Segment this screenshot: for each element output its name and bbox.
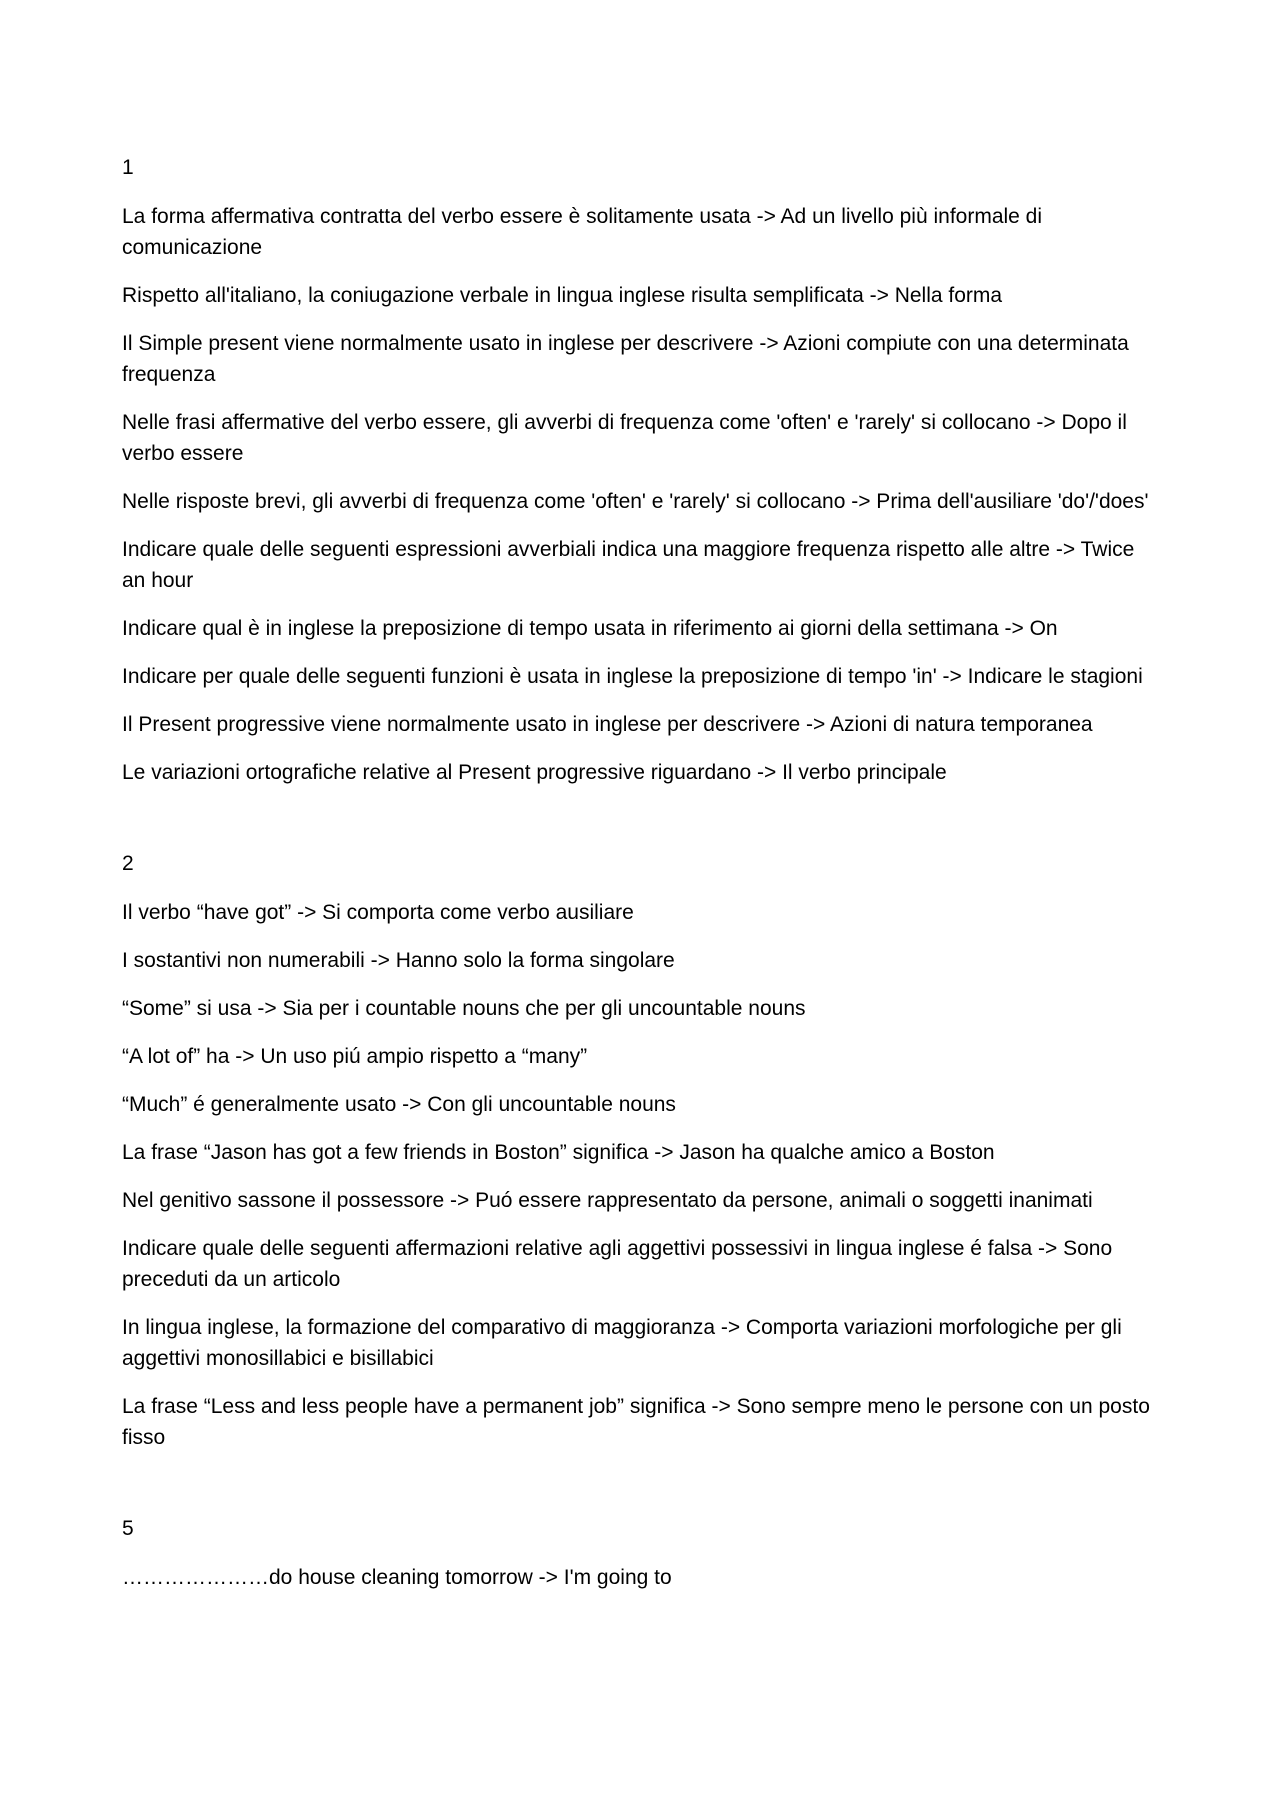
section-number: 1 bbox=[122, 156, 134, 179]
list-item: In lingua inglese, la formazione del comparativo di maggioranza -> Comporta variazioni morfologiche per gli aggettivi monosillabici e bisillabici bbox=[122, 1316, 1122, 1370]
list-item: La frase “Less and less people have a permanent job” significa -> Sono sempre meno le persone con un posto fisso bbox=[122, 1395, 1150, 1449]
list-item: Indicare quale delle seguenti espressioni avverbiali indica una maggiore frequenza rispetto alle altre -> Twice an hour bbox=[122, 538, 1135, 592]
list-item: Nelle frasi affermative del verbo essere, gli avverbi di frequenza come 'often' e 'rarely' si collocano -> Dopo il verbo essere bbox=[122, 411, 1127, 465]
list-item: Indicare per quale delle seguenti funzioni è usata in inglese la preposizione di tempo 'in' -> Indicare le stagioni bbox=[122, 665, 1143, 688]
list-item: Le variazioni ortografiche relative al Present progressive riguardano -> Il verbo principale bbox=[122, 761, 947, 784]
section-2 bbox=[122, 849, 1162, 1453]
list-item: Rispetto all'italiano, la coniugazione verbale in lingua inglese risulta semplificata -> Nella forma bbox=[122, 284, 1003, 307]
list-item: La frase “Jason has got a few friends in Boston” significa -> Jason ha qualche amico a Boston bbox=[122, 1141, 995, 1164]
list-item: “Some” si usa -> Sia per i countable nouns che per gli uncountable nouns bbox=[122, 997, 806, 1020]
list-item: Nelle risposte brevi, gli avverbi di frequenza come 'often' e 'rarely' si collocano -> Prima dell'ausiliare 'do'/'does' bbox=[122, 490, 1149, 513]
list-item: Il verbo “have got” -> Si comporta come verbo ausiliare bbox=[122, 901, 634, 924]
list-item: Indicare qual è in inglese la preposizione di tempo usata in riferimento ai giorni della settimana -> On bbox=[122, 617, 1058, 640]
section-number: 2 bbox=[122, 852, 134, 875]
section-number: 5 bbox=[122, 1517, 134, 1540]
list-item: “Much” é generalmente usato -> Con gli uncountable nouns bbox=[122, 1093, 676, 1116]
list-item: …………………do house cleaning tomorrow -> I'm going to bbox=[122, 1566, 672, 1589]
list-item: I sostantivi non numerabili -> Hanno solo la forma singolare bbox=[122, 949, 675, 972]
section-5 bbox=[122, 1514, 1162, 1593]
list-item: Indicare quale delle seguenti affermazioni relative agli aggettivi possessivi in lingua inglese é falsa -> Sono preceduti da un articolo bbox=[122, 1237, 1113, 1291]
list-item: Il Simple present viene normalmente usato in inglese per descrivere -> Azioni compiute con una determinata frequenza bbox=[122, 332, 1129, 386]
document-page bbox=[122, 153, 1162, 1610]
list-item: La forma affermativa contratta del verbo essere è solitamente usata -> Ad un livello più informale di comunicazione bbox=[122, 205, 1043, 259]
section-1 bbox=[122, 153, 1162, 788]
list-item: Nel genitivo sassone il possessore -> Puó essere rappresentato da persone, animali o soggetti inanimati bbox=[122, 1189, 1093, 1212]
list-item: “A lot of” ha -> Un uso piú ampio rispetto a “many” bbox=[122, 1045, 588, 1068]
list-item: Il Present progressive viene normalmente usato in inglese per descrivere -> Azioni di natura temporanea bbox=[122, 713, 1093, 736]
